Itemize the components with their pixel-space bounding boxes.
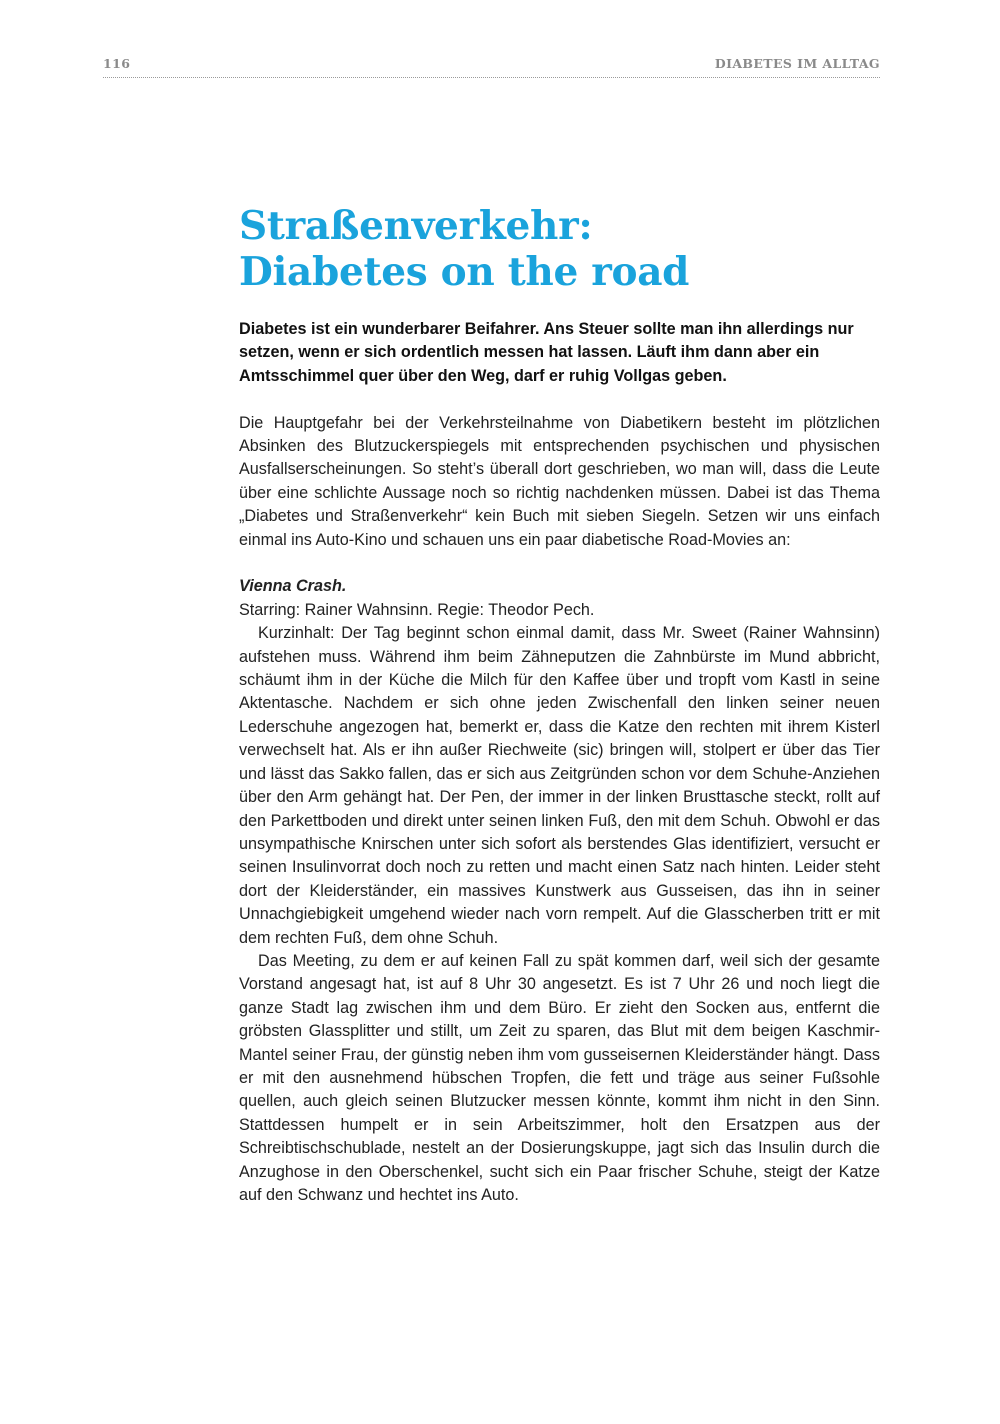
chapter-title-line-2: Diabetes on the road <box>239 249 690 295</box>
chapter-title <box>239 203 689 295</box>
story-title: Vienna Crash. <box>239 577 347 596</box>
article-body <box>239 318 880 1207</box>
running-header <box>103 55 880 78</box>
lead-paragraph: Diabetes ist ein wunderbarer Beifahrer. Ans Steuer sollte man ihn allerdings nur setzen, wenn er sich ordentlich messen hat lassen. Läuft ihm dann aber ein Amtsschimmel quer über den Weg, darf er ruhig Vollgas geben. <box>239 320 854 385</box>
story-paragraph: Kurzinhalt: Der Tag beginnt schon einmal damit, dass Mr. Sweet (Rainer Wahnsinn) aufstehen muss. Während ihm beim Zähneputzen die Zahnbürste im Mund abbricht, schäumt ihm in der Küche die Milch für den Kaffee über und tropft vom Kastl in seine Aktentasche. Nachdem er sich ohne jeden Zwischenfall den linken seiner neuen Lederschuhe angezogen hat, bemerkt er, dass die Katze den rechten mit ihrem Kisterl verwechselt hat. Als er ihn außer Riechweite (sic) bringen will, stolpert er über das Tier und lässt das Sakko fallen, das er sich aus Zeitgründen schon vor dem Schuhe-Anziehen über den Arm gehängt hat. Der Pen, der immer in der linken Brusttasche steckt, rollt auf den Parkettboden und direkt unter seinen linken Fuß, den mit dem Schuh. Obwohl er das unsympathische Knirschen unter sich sofort als berstendes Glas identifiziert, versucht er seinen Insulinvorrat doch noch zu retten und macht einen Satz nach hinten. Leider steht dort der Kleiderständer, ein massives Kunstwerk aus Gusseisen, das ihn in seiner Unnachgiebigkeit umgehend wieder nach vorn rempelt. Auf die Glasscherben tritt er mit dem rechten Fuß, dem ohne Schuh. <box>239 624 880 947</box>
page-number: 116 <box>103 56 131 71</box>
story-credits: Starring: Rainer Wahnsinn. Regie: Theodor Pech. <box>239 600 595 619</box>
chapter-title-line-1: Straßenverkehr: <box>239 203 593 249</box>
section-title: DIABETES IM ALLTAG <box>714 56 880 71</box>
story-paragraph: Das Meeting, zu dem er auf keinen Fall zu spät kommen darf, weil sich der gesamte Vorstand angesagt hat, ist auf 8 Uhr 30 angesetzt. Es ist 7 Uhr 26 und noch liegt die ganze Stadt lag zwischen ihm und dem Büro. Er zieht den Socken aus, entfernt die gröbsten Glassplitter und stillt, um Zeit zu sparen, das Blut mit dem beigen Kaschmir-Mantel seiner Frau, der günstig neben ihm vom gusseisernen Kleiderständer hängt. Dass er mit den ausnehmend hübschen Tropfen, die fett und träge aus seiner Fußsohle quellen, auch gleich seinen Blutzucker messen könnte, kommt ihm nicht in den Sinn. Stattdessen humpelt er in sein Arbeitszimmer, holt den Ersatzpen aus der Schreibtischschublade, nestelt an der Dosierungskuppe, jagt sich das Insulin durch die Anzughose in den Oberschenkel, sucht sich ein Paar frischer Schuhe, steigt der Katze auf den Schwanz und hechtet ins Auto. <box>239 951 880 1204</box>
intro-paragraph: Die Hauptgefahr bei der Verkehrsteilnahme von Diabetikern besteht im plötzlichen Absinken des Blutzuckerspiegels mit entsprechenden psychischen und physischen Ausfallserscheinungen. So steht’s überall dort geschrieben, wo man will, dass die Leute über eine schlichte Aussage noch so richtig nachdenken müssen. Dabei ist das Thema „Diabetes und Straßenverkehr“ kein Buch mit sieben Siegeln. Setzen wir uns einfach einmal ins Auto-Kino und schauen uns ein paar diabetische Road-Movies an: <box>239 413 880 549</box>
